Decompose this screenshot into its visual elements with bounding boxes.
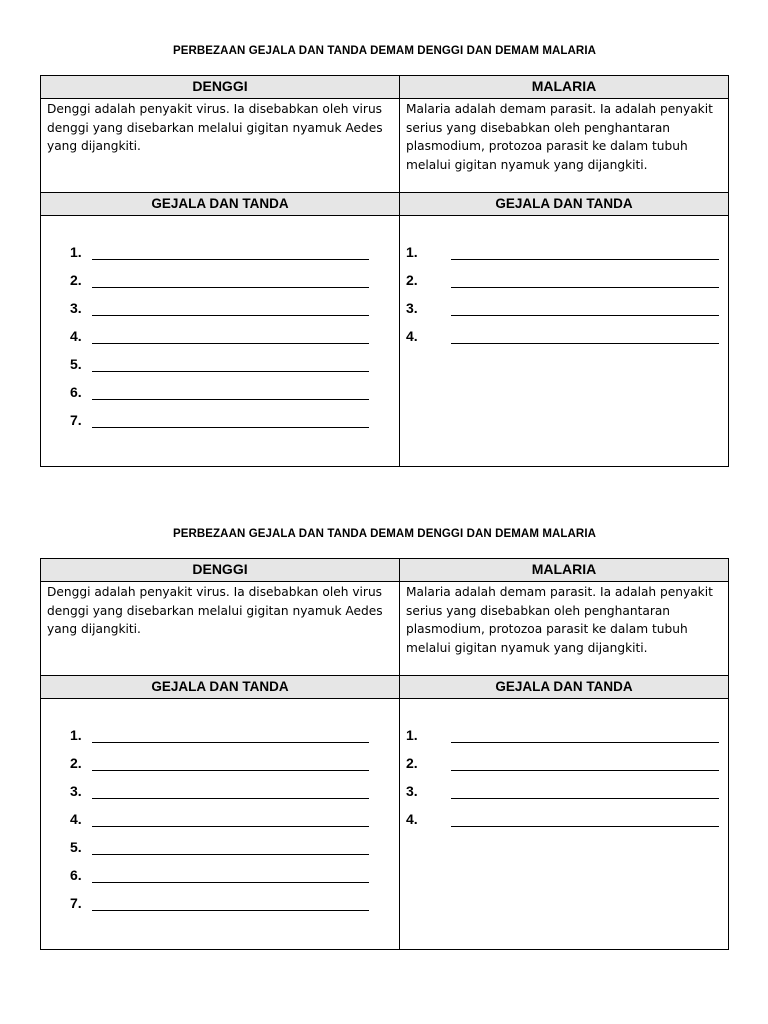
subheader-row bbox=[41, 676, 728, 699]
answer-blank-line[interactable] bbox=[92, 287, 369, 288]
item-number: 6. bbox=[70, 384, 82, 400]
answer-blank-line[interactable] bbox=[92, 399, 369, 400]
answer-blank-line[interactable] bbox=[92, 910, 369, 911]
answer-blank-line[interactable] bbox=[92, 882, 369, 883]
description-row bbox=[41, 99, 728, 193]
worksheet-title: PERBEZAAN GEJALA DAN TANDA DEMAM DENGGI DAN DEMAM MALARIA bbox=[172, 45, 597, 57]
item-number: 3. bbox=[70, 783, 82, 799]
table-header-row bbox=[41, 76, 728, 99]
answer-blank-line[interactable] bbox=[451, 798, 719, 799]
header-malaria: MALARIA bbox=[531, 78, 597, 94]
answer-row bbox=[41, 699, 728, 949]
description-denggi: Denggi adalah penyakit virus. Ia disebabkan oleh virus denggi yang disebarkan melalui gigitan nyamuk Aedes yang dijangkiti. bbox=[41, 99, 400, 192]
description-malaria: Malaria adalah demam parasit. Ia adalah penyakit serius yang disebabkan oleh penghantaran plasmodium, protozoa parasit ke dalam tubuh melalui gigitan nyamuk yang dijangkiti. bbox=[406, 102, 713, 172]
answer-blank-line[interactable] bbox=[451, 742, 719, 743]
description-malaria: Malaria adalah demam parasit. Ia adalah penyakit serius yang disebabkan oleh penghantaran plasmodium, protozoa parasit ke dalam tubuh melalui gigitan nyamuk yang dijangkiti. bbox=[406, 585, 713, 655]
answer-blank-line[interactable] bbox=[451, 315, 719, 316]
item-number: 5. bbox=[70, 356, 82, 372]
item-number: 2. bbox=[70, 755, 82, 771]
item-number: 4. bbox=[406, 811, 418, 827]
item-number: 4. bbox=[70, 328, 82, 344]
item-number: 7. bbox=[70, 412, 82, 428]
description-denggi: Denggi adalah penyakit virus. Ia disebabkan oleh virus denggi yang disebarkan melalui gigitan nyamuk Aedes yang dijangkiti. bbox=[41, 582, 400, 675]
item-number: 2. bbox=[70, 272, 82, 288]
item-number: 2. bbox=[406, 755, 418, 771]
header-denggi: DENGGI bbox=[41, 559, 400, 581]
item-number: 3. bbox=[406, 300, 418, 316]
item-number: 1. bbox=[70, 244, 82, 260]
item-number: 3. bbox=[70, 300, 82, 316]
subheader-row bbox=[41, 193, 728, 216]
answer-blank-line[interactable] bbox=[451, 259, 719, 260]
worksheet-1 bbox=[40, 40, 729, 467]
answer-cell-malaria bbox=[400, 216, 728, 466]
item-number: 1. bbox=[406, 244, 418, 260]
answer-blank-line[interactable] bbox=[92, 854, 369, 855]
answer-blank-line[interactable] bbox=[92, 315, 369, 316]
answer-cell-denggi bbox=[41, 216, 400, 466]
description-row bbox=[41, 582, 728, 676]
answer-row bbox=[41, 216, 728, 466]
answer-blank-line[interactable] bbox=[92, 770, 369, 771]
item-number: 4. bbox=[70, 811, 82, 827]
subheader-malaria: GEJALA DAN TANDA bbox=[495, 196, 633, 211]
answer-blank-line[interactable] bbox=[92, 343, 369, 344]
answer-blank-line[interactable] bbox=[451, 770, 719, 771]
answer-blank-line[interactable] bbox=[92, 798, 369, 799]
subheader-denggi: GEJALA DAN TANDA bbox=[41, 676, 400, 698]
answer-blank-line[interactable] bbox=[92, 826, 369, 827]
worksheet-title: PERBEZAAN GEJALA DAN TANDA DEMAM DENGGI DAN DEMAM MALARIA bbox=[172, 528, 597, 540]
item-number: 1. bbox=[406, 727, 418, 743]
answer-blank-line[interactable] bbox=[92, 742, 369, 743]
item-number: 2. bbox=[406, 272, 418, 288]
item-number: 3. bbox=[406, 783, 418, 799]
answer-blank-line[interactable] bbox=[451, 343, 719, 344]
answer-blank-line[interactable] bbox=[92, 371, 369, 372]
answer-cell-malaria bbox=[400, 699, 728, 949]
comparison-table bbox=[40, 75, 729, 467]
answer-cell-denggi bbox=[41, 699, 400, 949]
item-number: 6. bbox=[70, 867, 82, 883]
worksheet-2 bbox=[40, 523, 729, 950]
item-number: 1. bbox=[70, 727, 82, 743]
subheader-malaria: GEJALA DAN TANDA bbox=[495, 679, 633, 694]
subheader-denggi: GEJALA DAN TANDA bbox=[41, 193, 400, 215]
item-number: 7. bbox=[70, 895, 82, 911]
answer-blank-line[interactable] bbox=[451, 287, 719, 288]
answer-blank-line[interactable] bbox=[92, 259, 369, 260]
item-number: 4. bbox=[406, 328, 418, 344]
answer-blank-line[interactable] bbox=[92, 427, 369, 428]
header-denggi: DENGGI bbox=[41, 76, 400, 98]
header-malaria: MALARIA bbox=[531, 561, 597, 577]
table-header-row bbox=[41, 559, 728, 582]
answer-blank-line[interactable] bbox=[451, 826, 719, 827]
comparison-table bbox=[40, 558, 729, 950]
item-number: 5. bbox=[70, 839, 82, 855]
